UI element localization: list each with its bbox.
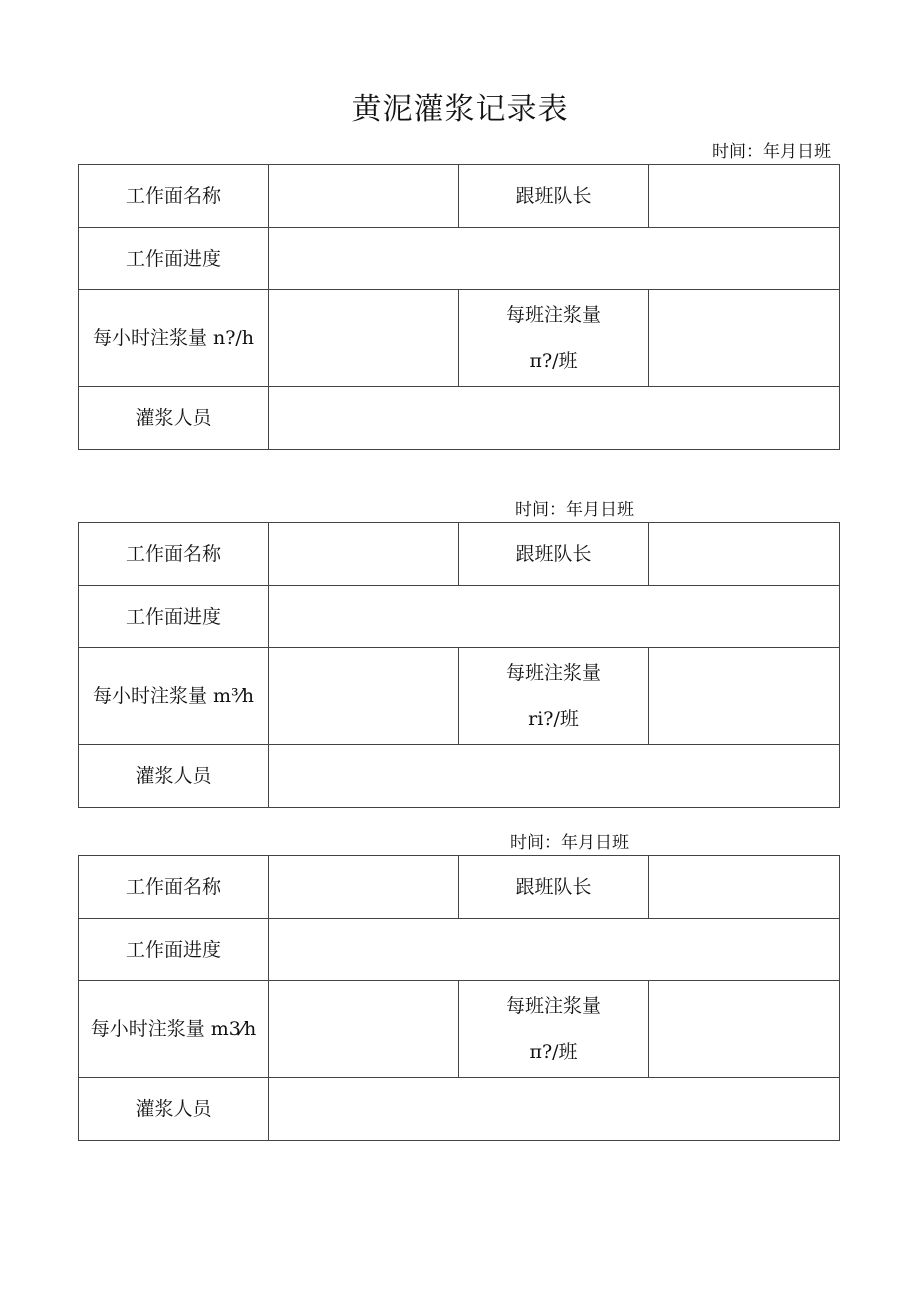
hourly-volume-label: 每小时注浆量 n?/h [79,290,269,387]
personnel-field[interactable] [269,745,840,808]
shift-volume-label-line2: π?/班 [529,1041,578,1063]
work-face-name-label: 工作面名称 [79,856,269,919]
team-leader-field[interactable] [649,165,840,228]
hourly-volume-label: 每小时注浆量 m3⁄h [79,981,269,1078]
work-face-name-field[interactable] [269,165,459,228]
team-leader-label: 跟班队长 [459,165,649,228]
work-face-progress-field[interactable] [269,919,840,981]
page-title: 黄泥灌浆记录表 [351,92,569,127]
team-leader-field[interactable] [649,523,840,586]
personnel-label: 灌浆人员 [79,745,269,808]
hourly-volume-field[interactable] [269,648,459,745]
team-leader-field[interactable] [649,856,840,919]
shift-volume-label-line1: 每班注浆量 [505,995,601,1017]
record-2-table [78,522,840,808]
team-leader-label: 跟班队长 [459,523,649,586]
personnel-label: 灌浆人员 [79,387,269,450]
work-face-name-label: 工作面名称 [79,523,269,586]
record-2-time-label: 时间：年月日班 [515,500,634,520]
hourly-volume-field[interactable] [269,981,459,1078]
record-3-table [78,855,840,1141]
work-face-name-label: 工作面名称 [79,165,269,228]
hourly-volume-field[interactable] [269,290,459,387]
personnel-label: 灌浆人员 [79,1078,269,1141]
personnel-field[interactable] [269,1078,840,1141]
shift-volume-label-line2: π?/班 [529,350,578,372]
personnel-field[interactable] [269,387,840,450]
record-1-time-label: 时间：年月日班 [712,142,831,162]
team-leader-label: 跟班队长 [459,856,649,919]
record-1-table [78,164,840,450]
work-face-progress-field[interactable] [269,228,840,290]
shift-volume-label-line1: 每班注浆量 [505,304,601,326]
work-face-name-field[interactable] [269,856,459,919]
shift-volume-label-line2: ri?/班 [528,708,579,730]
hourly-volume-label: 每小时注浆量 m³⁄h [79,648,269,745]
work-face-progress-label: 工作面进度 [79,586,269,648]
shift-volume-label [459,981,649,1078]
work-face-name-field[interactable] [269,523,459,586]
shift-volume-field[interactable] [649,290,840,387]
record-3-time-label: 时间：年月日班 [510,833,629,853]
shift-volume-label [459,290,649,387]
shift-volume-field[interactable] [649,981,840,1078]
work-face-progress-label: 工作面进度 [79,228,269,290]
shift-volume-field[interactable] [649,648,840,745]
shift-volume-label-line1: 每班注浆量 [505,662,601,684]
work-face-progress-field[interactable] [269,586,840,648]
shift-volume-label [459,648,649,745]
work-face-progress-label: 工作面进度 [79,919,269,981]
